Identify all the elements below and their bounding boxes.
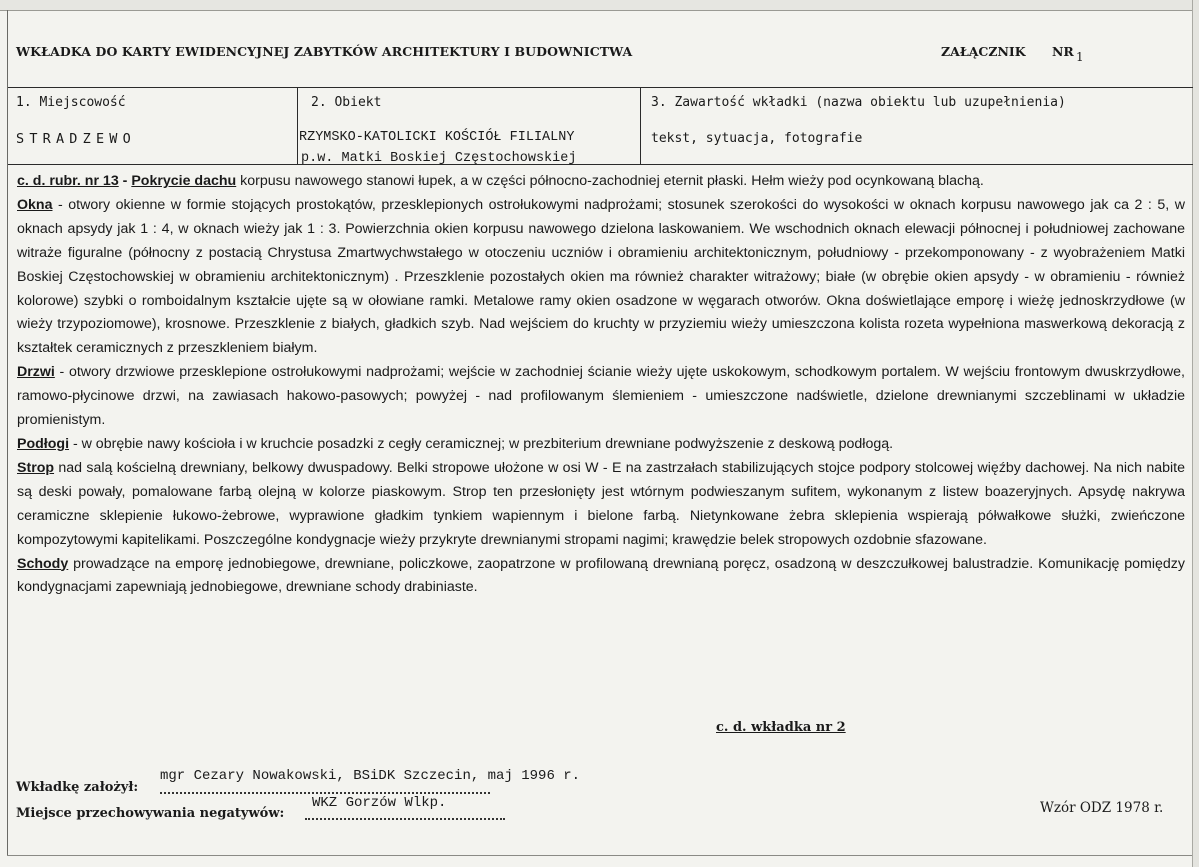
object-value-line2: p.w. Matki Boskiej Częstochowskiej	[301, 151, 577, 166]
attachment-nr-label: NR	[1052, 44, 1074, 59]
author-dotted-line	[160, 792, 490, 794]
paragraph-floors	[17, 433, 1185, 457]
storage-label: Miejsce przechowywania negatywów:	[16, 806, 285, 821]
section-heading-windows: Okna	[17, 196, 53, 213]
paragraph-roof	[17, 170, 1185, 194]
section-heading-doors: Drzwi	[17, 364, 55, 381]
section-text-roof: korpusu nawowego stanowi łupek, a w części północno-zachodniej eternit płaski. Hełm wieży pod ocynkowaną blachą.	[236, 173, 984, 189]
paper-top-edge	[0, 0, 1199, 11]
locality-value: STRADZEWO	[16, 131, 136, 147]
section-text-ceiling: nad salą kościelną drewniany, belkowy dwuspadowy. Belki stropowe ułożone w osi W - E na zastrzałach stabilizujących stojce podpory stolcowej więźby dachowej. Na nich nabite są deski powały, pomalowane farbą olejną w kolorze piaskowym. Strop ten przesłonięty jest wtórnym podwieszanym sufitem, wykonanym z listew boazeryjnych. Apsydę nakrywa ceramiczne sklepienie łukowo-żebrowe, wyprawione gładkim tynkiem wapiennym i bielone farbą. Nietynkowane żebra sklepienia wspierają półwałkowe służki, zwieńczone kompozytowymi kapitelikami. Poszczególne kondygnacje wieży przykryte drewnianymi stropami nagimi; krawędzie belek stropowych ozdobnie sfazowane.	[17, 459, 1185, 548]
contents-label: 3. Zawartość wkładki (nazwa obiektu lub uzupełnienia)	[651, 95, 1066, 110]
grid-divider-1	[297, 87, 298, 164]
paragraph-doors	[17, 361, 1185, 433]
author-label: Wkładkę założył:	[16, 780, 139, 795]
section-heading-ceiling: Strop	[17, 459, 55, 476]
locality-label: 1. Miejscowość	[16, 95, 126, 110]
paragraph-ceiling	[17, 457, 1185, 553]
section-reference-dash: -	[118, 173, 132, 189]
frame-left-border	[7, 10, 8, 856]
section-heading-stairs: Schody	[17, 555, 69, 572]
section-text-floors: - w obrębie nawy kościoła i w kruchcie posadzki z cegły ceramicznej; w prezbiterium drewniane podwyższenie z deskową podłogą.	[69, 435, 894, 452]
contents-value: tekst, sytuacja, fotografie	[651, 131, 863, 146]
storage-value: WKZ Gorzów Wlkp.	[312, 795, 447, 811]
section-text-windows: - otwory okienne w formie stojących prostokątów, przesklepionych ostrołukowymi nadprożami; stosunek szerokości do wysokości w oknach korpusu nawowego jak ca 2 : 5, w oknach apsydy jak 1 : 4, w oknach wieży jak 1 : 3. Powierzchnia okien korpusu nawowego dzielona laskowaniem. We wschodnich oknach elewacji północnej i południowej zachowane witraże figuralne (północny z postacią Chrystusa Zmartwychwstałego w otoczeniu uczniów i obramieniu architektonicznym, południowy - przekomponowany - z wyobrażeniem Matki Boskiej Częstochowskiej w obramieniu architektonicznym) . Przeszklenie pozostałych okien ma również charakter witrażowy; białe (w obrębie okien apsydy - w obramieniu - również kolorowe) szybki o romboidalnym kształcie ujęte są w ołowiane ramki. Metalowe ramy okien osadzone w węgarach otworów. Okna doświetlające emporę i wieżę jednoskrzydłowe (w wieży trzypoziomowe), krosnowe. Przeszklenie z białych, gładkich szyb. Nad wejściem do kruchty w przyziemiu wieży umieszczona kolista rozeta wypełniona maswerkową dekoracją z kształtek ceramicznych z przeszkleniem białym.	[17, 196, 1185, 357]
attachment-label: ZAŁĄCZNIK	[941, 44, 1026, 59]
frame-bottom-border	[7, 855, 1192, 856]
section-heading-floors: Podłogi	[17, 435, 70, 452]
form-template-id: Wzór ODZ 1978 r.	[1040, 800, 1164, 816]
section-heading-roof: Pokrycie dachu	[131, 173, 237, 189]
storage-dotted-line	[305, 818, 505, 820]
author-value: mgr Cezary Nowakowski, BSiDK Szczecin, maj 1996 r.	[160, 768, 581, 784]
attachment-nr-value: 1	[1076, 50, 1084, 64]
object-value-line1: RZYMSKO-KATOLICKI KOŚCIÓŁ FILIALNY	[299, 130, 575, 145]
grid-divider-2	[640, 87, 641, 164]
paragraph-stairs	[17, 553, 1185, 601]
paper-right-edge	[1192, 0, 1199, 867]
continuation-reference: c. d. wkładka nr 2	[716, 720, 846, 735]
paragraph-windows	[17, 194, 1185, 361]
form-title: WKŁADKA DO KARTY EWIDENCYJNEJ ZABYTKÓW ARCHITEKTURY I BUDOWNICTWA	[16, 44, 633, 59]
section-text-doors: - otwory drzwiowe przesklepione ostrołukowymi nadprożami; wejście w zachodniej ścianie wieży ujęte uskokowym, schodkowym portalem. W wejściu frontowym dwuskrzydłowe, ramowo-płycinowe drzwi, na zawiasach hakowo-pasowych; powyżej - nad profilowanym ślemieniem - umieszczone nadświetle, dzielone drewnianymi szczeblinami w układzie promienistym.	[17, 364, 1185, 429]
object-label: 2. Obiekt	[311, 95, 382, 110]
grid-line-bottom	[8, 164, 1193, 165]
grid-line-top	[8, 87, 1193, 88]
description-body	[17, 170, 1185, 600]
section-text-stairs: prowadzące na emporę jednobiegowe, drewniane, policzkowe, zaopatrzone w profilowaną drewnianą poręcz, osadzoną w deszczułkowej balustradzie. Komunikację pomiędzy kondygnacjami zapewniają jednobiegowe, drewniane schody drabiniaste.	[17, 555, 1185, 596]
section-reference: c. d. rubr. nr 13	[17, 173, 119, 189]
